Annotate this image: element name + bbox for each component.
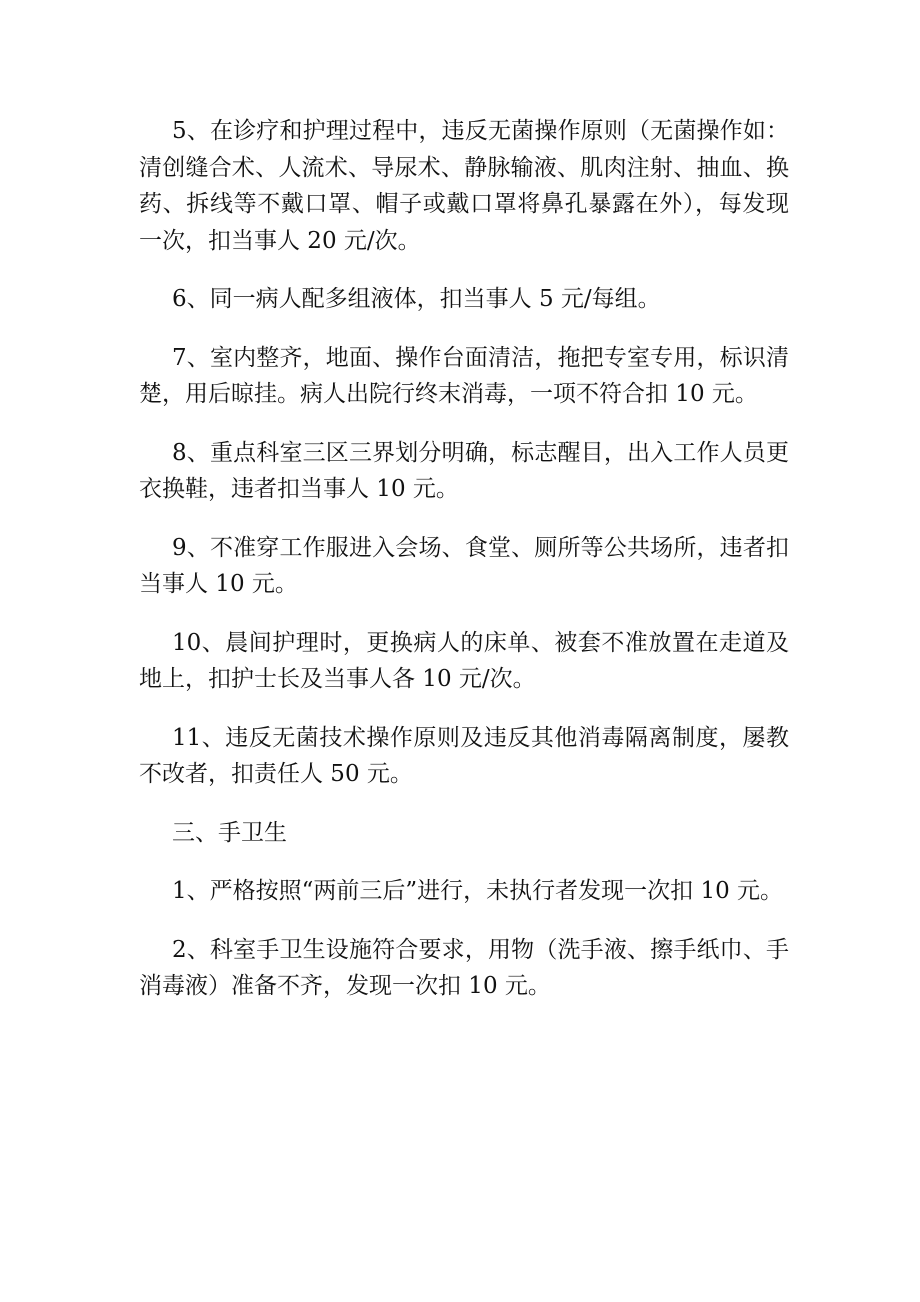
paragraph-rule-7: 7、室内整齐，地面、操作台面清洁，拖把专室专用，标识清楚，用后晾挂。病人出院行终末消毒，一项不符合扣 10 元。 [139,344,789,407]
section-heading-hand-hygiene: 三、手卫生 [172,819,287,846]
paragraph-hand-hygiene-2: 2、科室手卫生设施符合要求，用物（洗手液、擦手纸巾、手消毒液）准备不齐，发现一次扣 10 元。 [139,936,789,999]
paragraph-rule-9: 9、不准穿工作服进入会场、食堂、厕所等公共场所，违者扣当事人 10 元。 [139,534,789,597]
paragraph-rule-11: 11、违反无菌技术操作原则及违反其他消毒隔离制度，屡教不改者，扣责任人 50 元。 [139,724,789,787]
paragraph-rule-6: 6、同一病人配多组液体，扣当事人 5 元/每组。 [172,286,661,312]
paragraph-rule-8: 8、重点科室三区三界划分明确，标志醒目，出入工作人员更衣换鞋，违者扣当事人 10 元。 [139,439,789,502]
paragraph-hand-hygiene-1: 1、严格按照“两前三后”进行，未执行者发现一次扣 10 元。 [172,878,784,904]
document-body [139,113,789,1005]
paragraph-rule-5: 5、在诊疗和护理过程中，违反无菌操作原则（无菌操作如：清创缝合术、人流术、导尿术、静脉输液、肌肉注射、抽血、换药、拆线等不戴口罩、帽子或戴口罩将鼻孔暴露在外），每发现一次，扣当事人 20 元/次。 [139,118,789,254]
paragraph-rule-10: 10、晨间护理时，更换病人的床单、被套不准放置在走道及地上，扣护士长及当事人各 10 元/次。 [139,629,789,692]
